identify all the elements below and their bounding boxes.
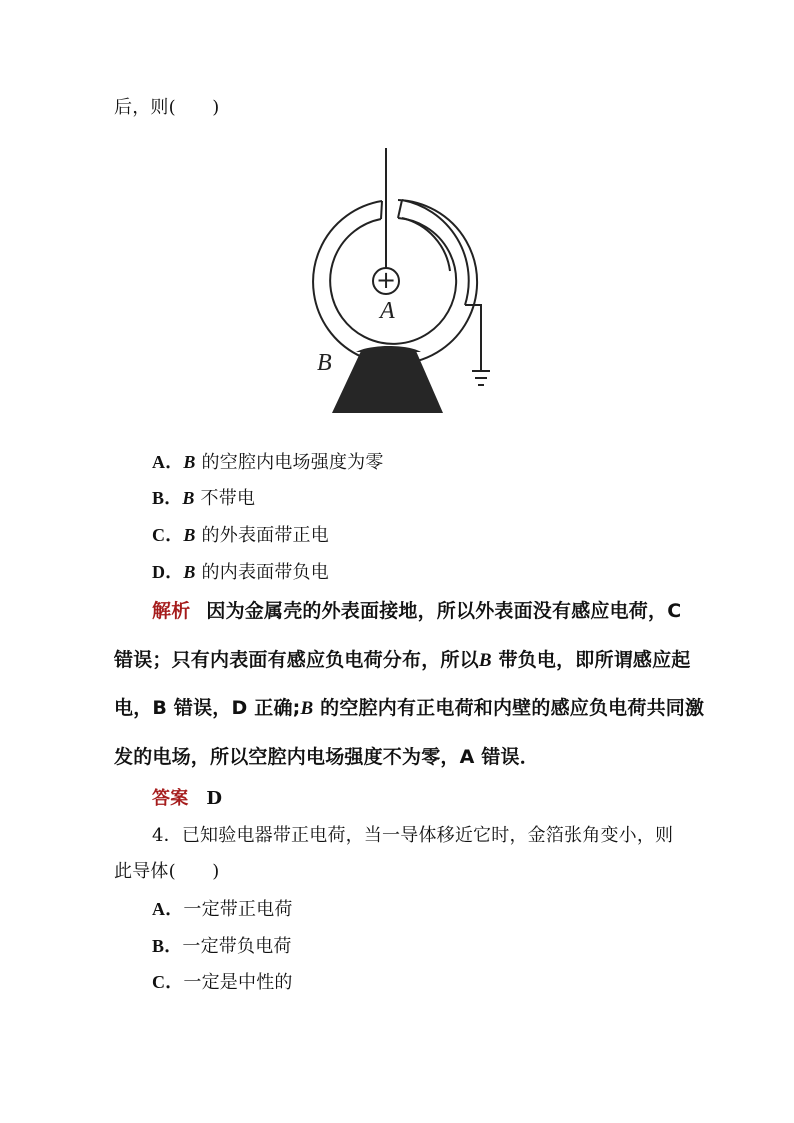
analysis-text: 的空腔内有正电荷和内壁的感应负电荷共同激 bbox=[313, 697, 705, 719]
question4-option-b bbox=[152, 934, 292, 959]
option-b-symbol: B bbox=[183, 452, 196, 472]
plus-symbol: + bbox=[375, 266, 397, 294]
stand-top-curve bbox=[356, 346, 421, 352]
analysis-text: 电，B 错误，D 正确; bbox=[114, 697, 301, 719]
analysis-text: 错误；只有内表面有感应负电荷分布，所以 bbox=[114, 649, 479, 671]
outer-shell-arc-right bbox=[402, 200, 469, 305]
option-b-symbol: B bbox=[183, 525, 196, 545]
answer-value: D bbox=[206, 788, 223, 809]
shell-gap-right-edge bbox=[398, 200, 402, 218]
option-text: 的内表面带负电 bbox=[195, 562, 329, 583]
electrostatic-shielding-diagram bbox=[300, 148, 500, 418]
charge-label-a: A bbox=[380, 298, 395, 324]
option-letter: B． bbox=[152, 488, 183, 508]
insulating-stand bbox=[332, 351, 443, 413]
question3-option-c bbox=[152, 523, 329, 548]
question-stem-end: 后，则( ) bbox=[114, 97, 220, 118]
option-text: 不带电 bbox=[194, 488, 256, 509]
option-letter: B． bbox=[152, 936, 183, 956]
question4-stem-line-1: 4．已知验电器带正电荷，当一导体移近它时，金箔张角变小，则 bbox=[152, 825, 674, 846]
question4-stem-line-2: 此导体( ) bbox=[114, 861, 220, 882]
option-b-symbol: B bbox=[182, 488, 195, 508]
shell-label-b: B bbox=[317, 350, 332, 376]
option-letter: C． bbox=[152, 525, 184, 545]
analysis-text: 带负电，即所谓感应起 bbox=[491, 649, 691, 671]
analysis-text: 因为金属壳的外表面接地，所以外表面没有感应电荷，C bbox=[206, 600, 682, 622]
option-letter: A． bbox=[152, 899, 184, 919]
question3-option-a bbox=[152, 450, 384, 475]
answer-label: 答案 bbox=[152, 788, 189, 809]
question4-option-a bbox=[152, 897, 293, 922]
analysis-line-4: 发的电场，所以空腔内电场强度不为零，A 错误． bbox=[114, 746, 539, 768]
option-letter: A． bbox=[152, 452, 184, 472]
analysis-label: 解析 bbox=[152, 600, 191, 622]
analysis-b-symbol: B bbox=[478, 650, 492, 671]
analysis-line-1 bbox=[152, 599, 681, 623]
answer-line bbox=[152, 787, 222, 811]
question3-option-b bbox=[152, 486, 255, 511]
analysis-line-3 bbox=[114, 696, 704, 721]
option-b-symbol: B bbox=[183, 562, 196, 582]
option-text: 一定带正电荷 bbox=[183, 899, 293, 920]
option-text: 的空腔内电场强度为零 bbox=[195, 452, 384, 473]
analysis-line-2 bbox=[114, 648, 691, 673]
ground-wire bbox=[465, 305, 481, 371]
analysis-b-symbol: B bbox=[300, 698, 314, 719]
option-text: 一定是中性的 bbox=[183, 972, 293, 993]
question4-option-c bbox=[152, 970, 293, 995]
question3-option-d bbox=[152, 560, 329, 585]
option-letter: C． bbox=[152, 972, 184, 992]
option-letter: D． bbox=[152, 562, 184, 582]
shell-gap-left-edge bbox=[381, 201, 382, 219]
option-text: 一定带负电荷 bbox=[182, 936, 292, 957]
option-text: 的外表面带正电 bbox=[195, 525, 329, 546]
